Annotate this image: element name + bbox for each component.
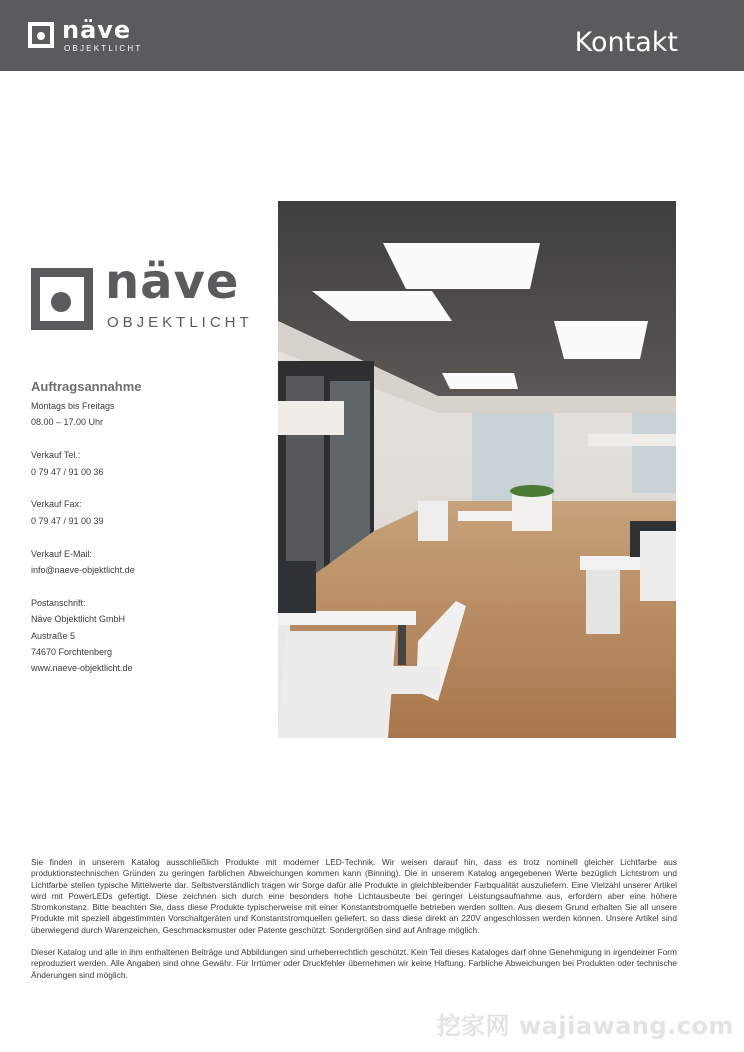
fax-value: 0 79 47 / 91 00 39 — [31, 515, 104, 526]
logo-mark-icon — [28, 22, 54, 48]
legal-paragraph-led: Sie finden in unserem Katalog ausschließlich Produkte mit moderner LED-Technik. Wir weisen darauf hin, dass es trotz nominell gleicher Lichtfarbe aus produktionstechnischen Gründen zu geringen farblichen Abweichungen kommen kann (Binning). Die in unserem Katalog angegebenen Werte bezüglich Lichtstrom und Lichtfarbe stellen typische Mittelwerte dar. Selbstverständlich tragen wir Sorge dafür alle Produkte in gleichbleibender Farbqualität auszuliefern. Eine Vielzahl unserer Artikel wird mit PowerLEDs gefertigt. Diese zeichnen sich durch eine besonders hohe Lichtausbeute bei geringer Leistungsaufnahme aus, erfordern aber eine höhere Stromkonstanz. Bitte beachten Sie, dass diese Produkte typischerweise mit einer Konstantstromquelle betrieben werden sollten. Aus diesem Grund erhalten Sie all unsere Produkte mit speziell abgestimmten Vorschaltgeräten und Konstantstromquellen geliefert, so dass diese direkt an 220V angeschlossen werden können. Unsere Artikel sind überwiegend durch Warenzeichen, Geschmacksmuster oder Patente geschützt. Sondergrößen sind auf Anfrage möglich. — [31, 857, 677, 935]
legal-paragraph-copyright: Dieser Katalog und alle in ihm enthaltenen Beiträge und Abbildungen sind urheberrechtlich geschützt. Kein Teil dieses Kataloges darf ohne Genehmigung in irgendeiner Form reproduziert werden. Alle Angaben sind ohne Gewähr. Für Irrtümer oder Druckfehler übernehmen wir keine Haftung. Farbliche Abweichungen bei Produkten oder technische Änderungen sind möglich. — [31, 947, 677, 980]
header-logo-sub: OBJEKTLICHT — [64, 44, 143, 53]
contact-days: Montags bis Freitags — [31, 401, 115, 411]
fax-label: Verkauf Fax: — [31, 499, 82, 510]
email-link[interactable]: info@naeve-objektlicht.de — [31, 565, 135, 576]
watermark: 挖家网 wajiawang.com — [436, 1012, 734, 1040]
address-company: Näve Objektlicht GmbH — [31, 614, 126, 625]
office-photo — [278, 201, 676, 738]
logo-brand: näve — [105, 254, 240, 310]
tel-label: Verkauf Tel.: — [31, 450, 81, 461]
header-logo-brand: näve — [62, 16, 132, 44]
address-label: Postanschrift: — [31, 597, 86, 608]
company-logo — [31, 254, 253, 334]
logo-sub: OBJEKTLICHT — [107, 314, 253, 331]
header-logo — [28, 16, 148, 58]
logo-mark-icon — [31, 268, 93, 330]
contact-info — [31, 378, 261, 677]
email-label: Verkauf E-Mail: — [31, 548, 93, 559]
address-street: Austraße 5 — [31, 630, 76, 641]
legal-notice — [31, 857, 677, 992]
website-link[interactable]: www.naeve-objektlicht.de — [31, 663, 133, 674]
page-header — [0, 0, 744, 71]
contact-heading: Auftragsannahme — [31, 379, 142, 394]
contact-hours: 08.00 – 17.00 Uhr — [31, 417, 104, 428]
address-city: 74670 Forchtenberg — [31, 647, 113, 658]
tel-value: 0 79 47 / 91 00 36 — [31, 466, 104, 477]
page-title: Kontakt — [574, 27, 678, 58]
